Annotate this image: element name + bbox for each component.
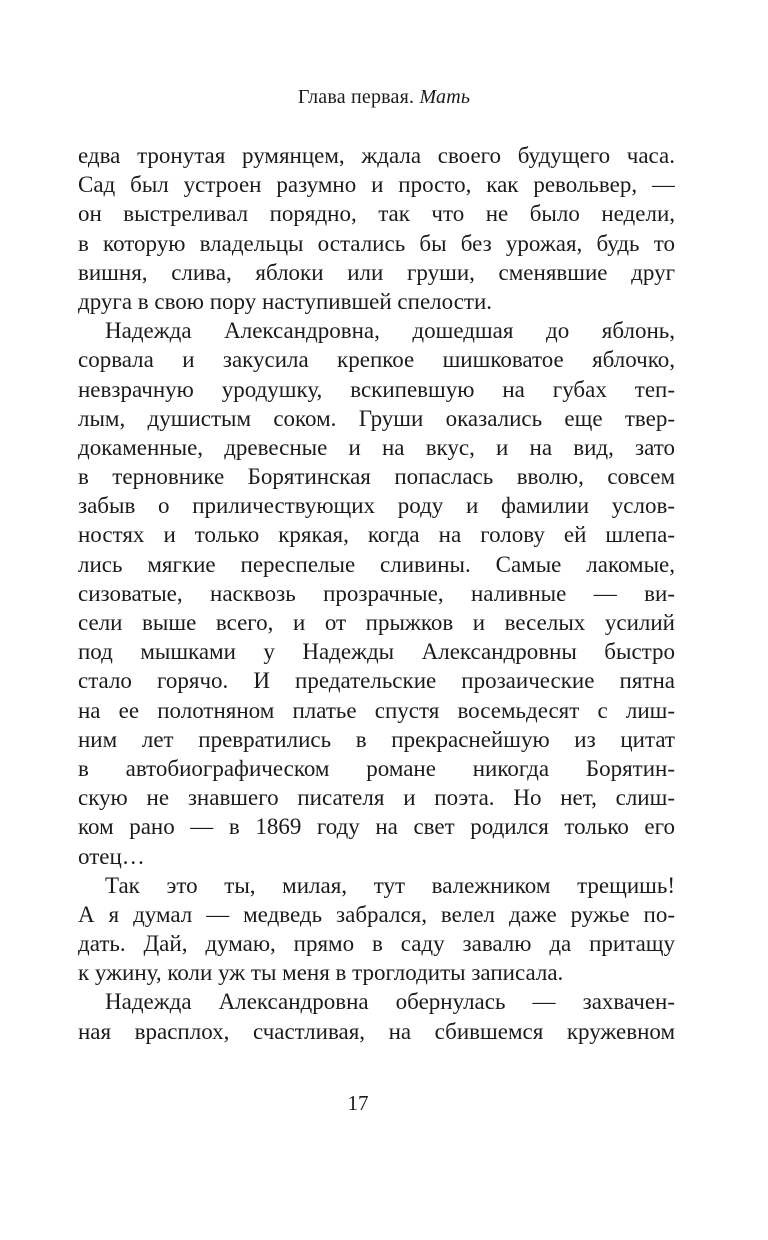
text-line: Сад был устроен разумно и просто, как револьвер, — [78, 172, 675, 198]
text-line: стало горячо. И предательские прозаические пятна [78, 668, 675, 694]
text-line: отец… [78, 843, 145, 869]
body-text [78, 141, 675, 1046]
text-line: ним лет превратились в прекраснейшую из цитат [78, 726, 675, 752]
chapter-header [0, 84, 768, 110]
text-line: сели выше всего, и от прыжков и веселых усилий [78, 610, 675, 635]
text-line: А я думал — медведь забрался, велел даже ружье по- [78, 901, 675, 927]
text-line: докаменные, древесные и на вкус, и на вид, зато [78, 434, 675, 460]
text-line: дать. Дай, думаю, прямо в саду завалю да притащу [78, 931, 675, 957]
text-line: ностях и только крякая, когда на голову ей шлепа- [78, 522, 675, 548]
text-line: лым, душистым соком. Груши оказались еще твер- [78, 405, 675, 431]
text-line: невзрачную уродушку, вскипевшую на губах теп- [78, 376, 675, 402]
text-line: вишня, слива, яблоки или груши, сменявшие друг [78, 259, 675, 285]
page-number: 17 [347, 1091, 369, 1115]
text-line: сорвала и закусила крепкое шишковатое яблочко, [78, 347, 675, 373]
text-line: друга в свою пору наступившей спелости. [78, 288, 493, 314]
text-line: ком рано — в 1869 году на свет родился только его [78, 814, 675, 840]
text-line: Так это ты, милая, тут валежником трещишь! [105, 872, 675, 898]
text-line: едва тронутая румянцем, ждала своего будущего часа. [78, 143, 675, 168]
text-line: в терновнике Борятинская попаслась вволю, совсем [78, 464, 675, 490]
text-line: скую не знавшего писателя и поэта. Но нет, слиш- [78, 785, 675, 811]
chapter-label: Глава первая. [297, 86, 420, 108]
text-line: он выстреливал порядно, так что не было недели, [78, 201, 675, 227]
text-line: сизоватые, насквозь прозрачные, наливные — ви- [78, 580, 675, 606]
chapter-title: Мать [419, 86, 471, 108]
text-line: к ужину, коли уж ты меня в троглодиты записала. [78, 960, 564, 986]
text-line: ная врасплох, счастливая, на сбившемся кружевном [78, 1018, 675, 1044]
text-line: в автобиографическом романе никогда Борятин- [78, 755, 675, 781]
text-line: лись мягкие переспелые сливины. Самые лакомые, [78, 551, 675, 577]
text-line: Надежда Александровна, дошедшая до яблонь, [105, 318, 675, 344]
text-line: в которую владельцы остались бы без урожая, будь то [78, 230, 675, 256]
text-line: забыв о приличествующих роду и фамилии услов- [78, 493, 675, 519]
text-line: под мышками у Надежды Александровны быстро [78, 639, 675, 665]
text-line: Надежда Александровна обернулась — захвачен- [105, 989, 675, 1015]
text-line: на ее полотняном платье спустя восемьдесят с лиш- [78, 697, 675, 723]
